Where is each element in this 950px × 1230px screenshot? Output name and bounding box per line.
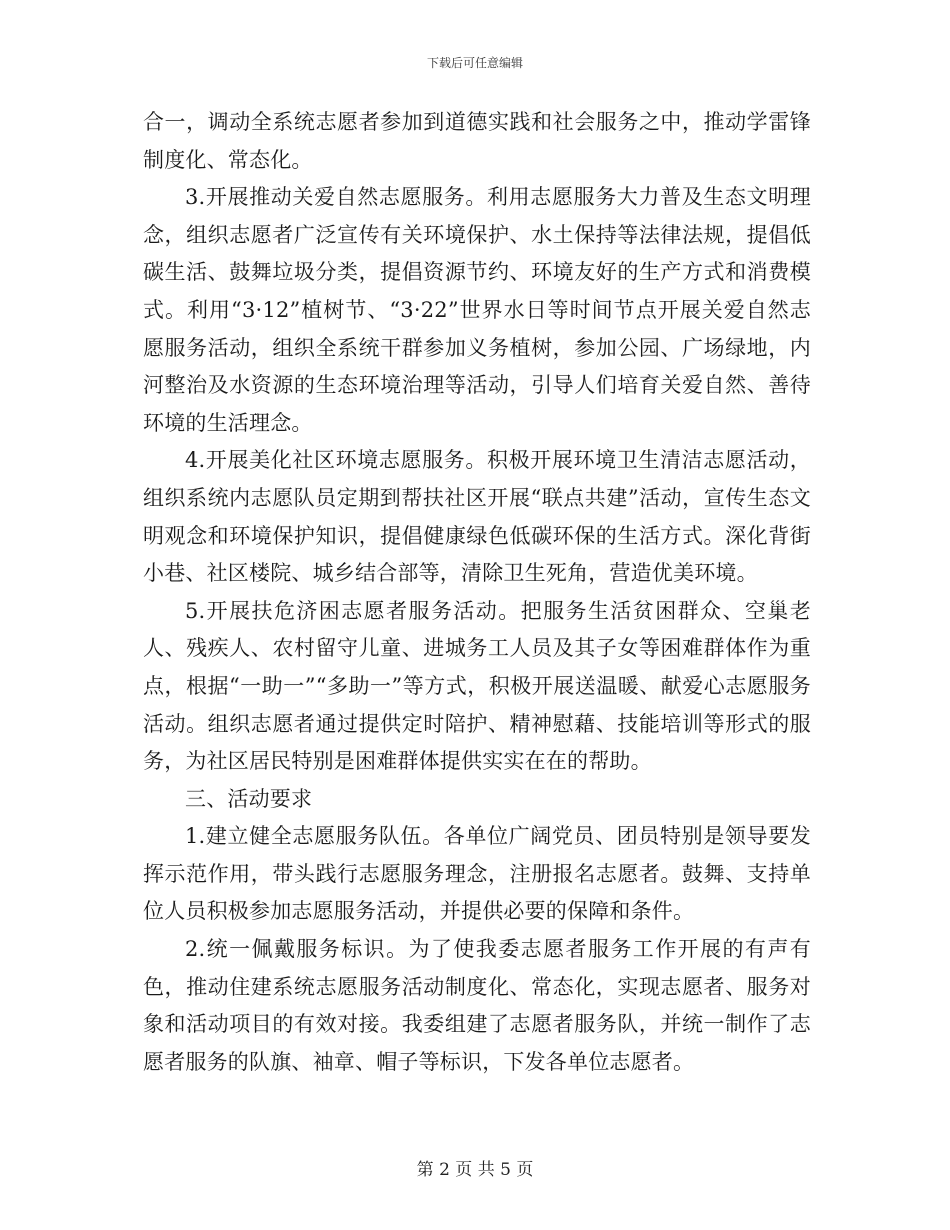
page-number: 第 2 页 共 5 页: [416, 1160, 534, 1180]
page-header-note: 下载后可任意编辑: [426, 56, 523, 70]
paragraph-requirement-1: 1.建立健全志愿服务队伍。各单位广阔党员、团员特别是领导要发挥示范作用，带头践行志愿服务理念，注册报名志愿者。鼓舞、支持单位人员积极参加志愿服务活动，并提供必要的保障和条件。: [143, 824, 811, 924]
paragraph-continuation: 合一，调动全系统志愿者参加到道德实践和社会服务之中，推动学雷锋制度化、常态化。: [143, 110, 811, 172]
paragraph-item-3: 3.开展推动关爱自然志愿服务。利用志愿服务大力普及生态文明理念，组织志愿者广泛宣传有关环境保护、水土保持等法律法规，提倡低碳生活、鼓舞垃圾分类，提倡资源节约、环境友好的生产方式和消费模式。利用“3·12”植树节、“3·22”世界水日等时间节点开展关爱自然志愿服务活动，组织全系统干群参加义务植树，参加公园、广场绿地，内河整治及水资源的生态环境治理等活动，引导人们培育关爱自然、善待环境的生活理念。: [143, 185, 811, 435]
paragraph-requirement-2: 2.统一佩戴服务标识。为了使我委志愿者服务工作开展的有声有色，推动住建系统志愿服务活动制度化、常态化，实现志愿者、服务对象和活动项目的有效对接。我委组建了志愿者服务队，并统一制作了志愿者服务的队旗、袖章、帽子等标识，下发各单位志愿者。: [143, 937, 811, 1074]
section-heading: 三、活动要求: [185, 786, 313, 811]
document-body: [143, 104, 811, 1081]
paragraph-item-5: 5.开展扶危济困志愿者服务活动。把服务生活贫困群众、空巢老人、残疾人、农村留守儿童、进城务工人员及其子女等困难群体作为重点，根据“一助一”“多助一”等方式，积极开展送温暖、献爱心志愿服务活动。组织志愿者通过提供定时陪护、精神慰藉、技能培训等形式的服务，为社区居民特别是困难群体提供实实在在的帮助。: [143, 598, 811, 774]
paragraph-item-4: 4.开展美化社区环境志愿服务。积极开展环境卫生清洁志愿活动，组织系统内志愿队员定期到帮扶社区开展“联点共建”活动，宣传生态文明观念和环境保护知识，提倡健康绿色低碳环保的生活方式。深化背街小巷、社区楼院、城乡结合部等，清除卫生死角，营造优美环境。: [143, 448, 811, 586]
